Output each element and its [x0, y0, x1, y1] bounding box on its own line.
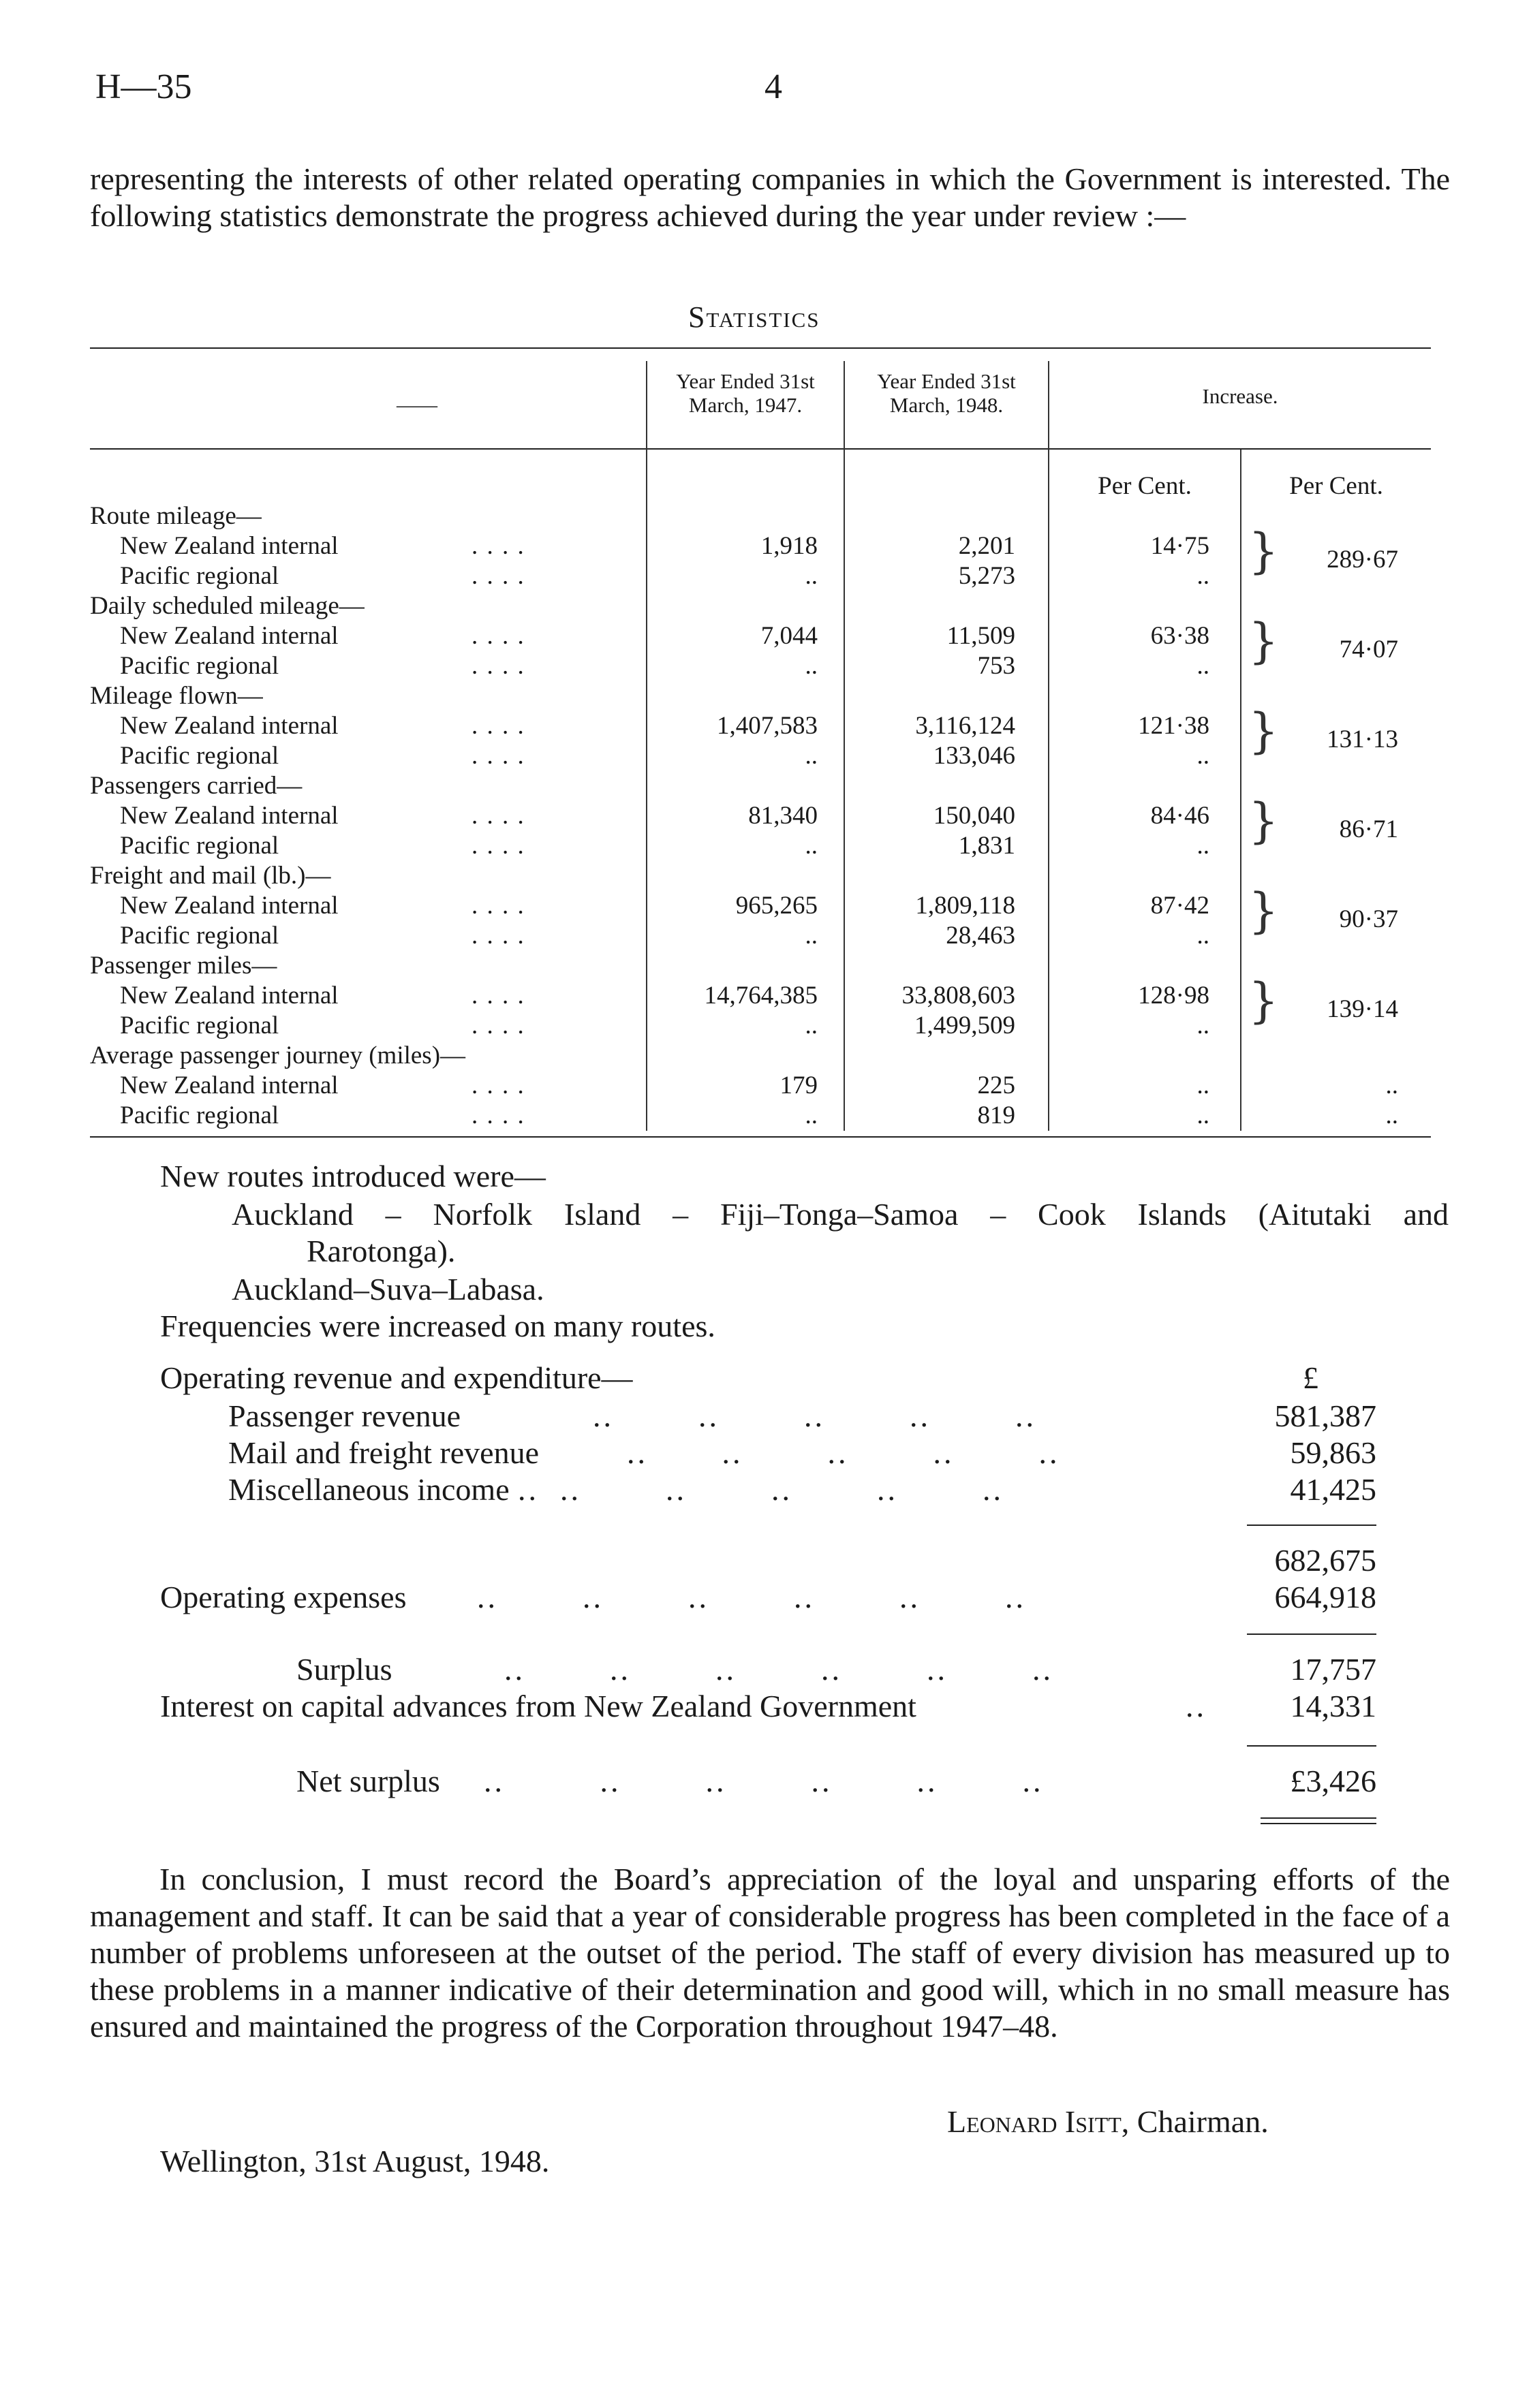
stat-row-label: New Zealand internal — [120, 982, 339, 1010]
stat-value-1948: 1,499,509 — [914, 1012, 1015, 1039]
leader-dots: .. — [1186, 1689, 1207, 1723]
route-item-continuation: Rarotonga). — [307, 1234, 456, 1268]
stat-percent: .. — [1196, 652, 1209, 680]
stat-value-1947: .. — [805, 1101, 818, 1129]
stat-value-1947: .. — [805, 742, 818, 770]
stat-value-1947: .. — [805, 562, 818, 590]
stat-combined-percent: 289·67 — [1327, 546, 1398, 574]
frequencies-note: Frequencies were increased on many routes. — [160, 1309, 715, 1343]
leader-dots: . . . . — [472, 802, 525, 830]
per-cent-label: Per Cent. — [1098, 472, 1192, 500]
operating-expenses-value: 664,918 — [1274, 1580, 1376, 1614]
page-number: 4 — [764, 67, 782, 106]
leader-dots: .. .. .. .. .. — [593, 1398, 1036, 1433]
leader-dots: .. .. .. .. .. — [627, 1435, 1060, 1470]
interest-label: Interest on capital advances from New Zealand Government — [160, 1689, 916, 1723]
stat-combined-percent: 90·37 — [1339, 905, 1398, 933]
stat-value-1948: 28,463 — [946, 922, 1015, 950]
intro-paragraph: representing the interests of other related operating companies in which the Government is interested. The following statistics demonstrate the progress achieved during the year under review :— — [90, 161, 1450, 233]
routes-heading: New routes introduced were— — [160, 1159, 546, 1193]
stat-row-label: New Zealand internal — [120, 532, 339, 560]
header-1948: Year Ended 31st March, 1948. — [877, 369, 1016, 417]
stat-row-label: Pacific regional — [120, 562, 279, 590]
stat-percent: .. — [1196, 742, 1209, 770]
stat-value-1948: 133,046 — [933, 742, 1015, 770]
stat-value-1948: 33,808,603 — [901, 982, 1015, 1010]
brace-icon: } — [1248, 703, 1279, 759]
brace-icon: } — [1248, 793, 1279, 849]
net-surplus-label: Net surplus — [296, 1764, 440, 1798]
stat-value-1948: 1,809,118 — [915, 892, 1015, 920]
stat-combined-percent: .. — [1385, 1101, 1398, 1129]
stat-row-label: New Zealand internal — [120, 892, 339, 920]
leader-dots: . . . . — [472, 1072, 525, 1099]
stat-percent: 87·42 — [1150, 892, 1209, 920]
stat-percent: .. — [1196, 922, 1209, 950]
surplus-label: Surplus — [296, 1652, 392, 1687]
stat-row-label: Pacific regional — [120, 1012, 279, 1039]
leader-dots: . . . . — [472, 982, 525, 1010]
stat-combined-percent: 74·07 — [1339, 636, 1398, 663]
route-item: Auckland – Norfolk Island – Fiji–Tonga–Samoa – Cook Islands (Aitutaki and — [232, 1197, 1449, 1232]
stat-value-1947: .. — [805, 1012, 818, 1039]
stat-percent: 63·38 — [1150, 622, 1209, 650]
stat-row-label: Pacific regional — [120, 652, 279, 680]
stat-group-heading: Average passenger journey (miles)— — [90, 1042, 466, 1069]
stat-value-1948: 753 — [977, 652, 1015, 680]
stat-value-1948: 11,509 — [946, 622, 1015, 650]
stat-value-1947: 81,340 — [748, 802, 818, 830]
stat-combined-percent: 86·71 — [1339, 815, 1398, 843]
leader-dots: . . . . — [472, 1012, 525, 1039]
stat-percent: .. — [1196, 1012, 1209, 1039]
subtotal-rule — [1247, 1524, 1376, 1526]
stat-percent: 14·75 — [1150, 532, 1209, 560]
statistics-title: Statistics — [688, 300, 820, 334]
stat-group-heading: Route mileage— — [90, 502, 262, 530]
stat-value-1947: 14,764,385 — [704, 982, 818, 1010]
stat-percent: 121·38 — [1138, 712, 1209, 740]
leader-dots: . . . . — [472, 652, 525, 680]
final-rule — [1261, 1823, 1376, 1824]
final-rule — [1261, 1817, 1376, 1819]
passenger-revenue-value: 581,387 — [1274, 1398, 1376, 1433]
brace-icon: } — [1248, 523, 1279, 579]
place-date: Wellington, 31st August, 1948. — [160, 2144, 550, 2178]
stat-value-1948: 819 — [977, 1101, 1015, 1129]
page-reference: H—35 — [95, 67, 192, 106]
stat-group-heading: Mileage flown— — [90, 682, 263, 710]
stat-row-label: New Zealand internal — [120, 622, 339, 650]
header-increase: Increase. — [1202, 384, 1278, 408]
stat-row-label: New Zealand internal — [120, 712, 339, 740]
stat-row-label: Pacific regional — [120, 832, 279, 860]
stat-value-1947: .. — [805, 652, 818, 680]
stat-value-1948: 150,040 — [933, 802, 1015, 830]
subtotal-rule — [1247, 1633, 1376, 1635]
stat-row-label: Pacific regional — [120, 742, 279, 770]
stat-value-1947: 965,265 — [735, 892, 818, 920]
net-surplus-value: £3,426 — [1290, 1764, 1376, 1798]
stat-group-heading: Freight and mail (lb.)— — [90, 862, 331, 890]
stat-value-1947: 179 — [779, 1072, 818, 1099]
route-item: Auckland–Suva–Labasa. — [232, 1272, 544, 1307]
stat-percent: .. — [1196, 562, 1209, 590]
stat-combined-percent: .. — [1385, 1072, 1398, 1099]
per-cent-label: Per Cent. — [1289, 472, 1383, 500]
leader-dots: . . . . — [472, 832, 525, 860]
stat-value-1948: 5,273 — [958, 562, 1015, 590]
stat-value-1948: 3,116,124 — [915, 712, 1015, 740]
stat-value-1947: 7,044 — [760, 622, 818, 650]
leader-dots: . . . . — [472, 562, 525, 590]
stat-combined-percent: 131·13 — [1327, 725, 1398, 753]
leader-dots: .. .. .. .. .. .. — [477, 1580, 1026, 1614]
leader-dots: . . . . — [472, 622, 525, 650]
stat-value-1948: 2,201 — [958, 532, 1015, 560]
signature: Leonard Isitt, Chairman. — [947, 2104, 1269, 2139]
leader-dots: .. .. .. .. .. .. — [484, 1764, 1044, 1798]
stat-group-heading: Passenger miles— — [90, 952, 277, 980]
leader-dots: . . . . — [472, 892, 525, 920]
brace-icon: } — [1248, 973, 1279, 1029]
mail-revenue-label: Mail and freight revenue — [228, 1435, 539, 1470]
stat-percent: .. — [1196, 832, 1209, 860]
operating-expenses-label: Operating expenses — [160, 1580, 407, 1614]
subtotal-rule — [1247, 1745, 1376, 1747]
stat-value-1948: 225 — [977, 1072, 1015, 1099]
misc-income-value: 41,425 — [1290, 1472, 1376, 1507]
stat-group-heading: Passengers carried— — [90, 772, 303, 800]
stat-percent: .. — [1196, 1101, 1209, 1129]
stat-value-1948: 1,831 — [958, 832, 1015, 860]
stat-value-1947: .. — [805, 922, 818, 950]
leader-dots: . . . . — [472, 532, 525, 560]
leader-dots: .. .. .. .. .. .. — [504, 1652, 1053, 1687]
surplus-value: 17,757 — [1290, 1652, 1376, 1687]
brace-icon: } — [1248, 613, 1279, 669]
stat-group-heading: Daily scheduled mileage— — [90, 592, 365, 620]
stat-value-1947: .. — [805, 832, 818, 860]
misc-income-label: Miscellaneous income — [228, 1472, 510, 1507]
stat-percent: 84·46 — [1150, 802, 1209, 830]
leader-dots: . . . . — [472, 742, 525, 770]
stat-row-label: New Zealand internal — [120, 802, 339, 830]
finance-heading: Operating revenue and expenditure— — [160, 1360, 633, 1395]
leader-dots: . . . . — [472, 1101, 525, 1129]
interest-value: 14,331 — [1290, 1689, 1376, 1723]
header-1947: Year Ended 31st March, 1947. — [676, 369, 815, 417]
label-column-dash: —— — [397, 394, 437, 416]
leader-dots: .. .. .. .. .. .. — [518, 1472, 1004, 1507]
currency-symbol: £ — [1303, 1360, 1318, 1395]
stat-percent: 128·98 — [1138, 982, 1209, 1010]
stat-row-label: Pacific regional — [120, 922, 279, 950]
total-revenue-value: 682,675 — [1274, 1543, 1376, 1578]
mail-revenue-value: 59,863 — [1290, 1435, 1376, 1470]
stat-combined-percent: 139·14 — [1327, 995, 1398, 1023]
passenger-revenue-label: Passenger revenue — [228, 1398, 461, 1433]
stat-value-1947: 1,407,583 — [717, 712, 818, 740]
stat-value-1947: 1,918 — [760, 532, 818, 560]
stat-row-label: New Zealand internal — [120, 1072, 339, 1099]
conclusion-paragraph: In conclusion, I must record the Board’s appreciation of the loyal and unsparing efforts of the management and staff. It can be said that a year of considerable progress has been completed in the face of a number of problems unforeseen at the outset of the period. The staff of every division has measured up to these problems in a manner indicative of their determination and good will, which in no small measure has ensured and maintained the progress of the Corporation throughout 1947–48. — [90, 1862, 1450, 2044]
leader-dots: . . . . — [472, 922, 525, 950]
stat-percent: .. — [1196, 1072, 1209, 1099]
leader-dots: . . . . — [472, 712, 525, 740]
brace-icon: } — [1248, 883, 1279, 939]
statistics-table — [90, 347, 1431, 1144]
stat-row-label: Pacific regional — [120, 1101, 279, 1129]
